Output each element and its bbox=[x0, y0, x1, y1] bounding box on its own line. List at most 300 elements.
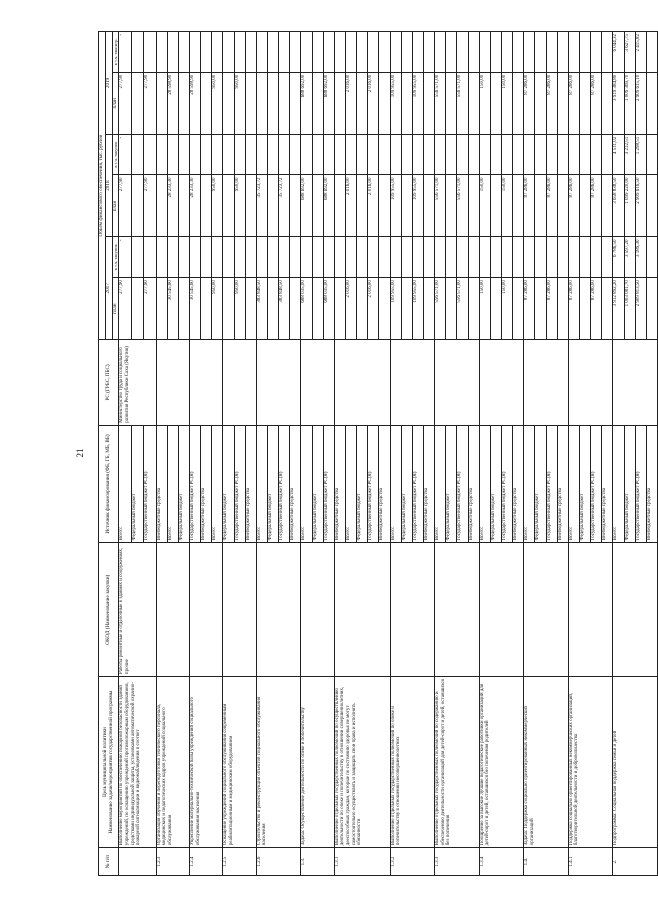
row-value-o18 bbox=[435, 134, 446, 175]
row-value-v18: 28 233,30 bbox=[167, 175, 178, 237]
row-value-o17 bbox=[212, 237, 223, 278]
row-value-o19 bbox=[379, 32, 390, 73]
row-value-o18 bbox=[390, 134, 401, 175]
row-value-v17 bbox=[178, 278, 189, 340]
row-value-o19 bbox=[131, 32, 143, 73]
row-value-v19: 2 909 615,10 bbox=[635, 72, 646, 134]
row-value-v19 bbox=[446, 72, 457, 134]
row-value-v19: 556 571,00 bbox=[435, 72, 446, 134]
row-value-o17 bbox=[368, 237, 379, 278]
row-task-name: Задача: Поддержка социально ориентированных некоммерческих организаций bbox=[524, 677, 569, 848]
row-source: Внебюджетные средства bbox=[290, 425, 301, 543]
row-value-o17 bbox=[579, 237, 590, 278]
row-source: Всего: bbox=[435, 425, 446, 543]
row-value-v19: 2 016,00 bbox=[346, 72, 357, 134]
row-source: Федеральный бюджет bbox=[178, 425, 189, 543]
row-value-o18: 3 212,51 bbox=[624, 134, 635, 175]
row-task-name: Поощрение за высокие лучшие педагогические работники организаций для детей-сирот и детей, оставшихся без попечения родителей bbox=[479, 677, 524, 848]
row-source: Федеральный бюджет bbox=[446, 425, 457, 543]
row-value-o18: 4 511,02 bbox=[613, 134, 624, 175]
header-goal-bottom: Наименование задачи/мероприятия государственной программы bbox=[107, 690, 114, 834]
row-value-v17 bbox=[579, 278, 590, 340]
row-value-o17 bbox=[568, 237, 579, 278]
row-value-v18 bbox=[201, 175, 212, 237]
row-value-o18 bbox=[646, 134, 657, 175]
row-value-o18 bbox=[368, 134, 379, 175]
row-value-v17 bbox=[401, 278, 412, 340]
row-value-v17 bbox=[379, 278, 390, 340]
table-row bbox=[334, 32, 345, 876]
row-value-v17 bbox=[334, 278, 345, 340]
row-value-v19 bbox=[268, 72, 279, 134]
row-value-v17 bbox=[535, 278, 546, 340]
row-value-v17 bbox=[312, 278, 323, 340]
row-value-v18: 2 909 616,50 bbox=[635, 175, 646, 237]
row-value-o19 bbox=[457, 32, 468, 73]
row-value-o17 bbox=[190, 237, 201, 278]
row-source: Государственный бюджет РС(Я) bbox=[501, 425, 512, 543]
header-obl-2019: в т.ч. законтр. bbox=[112, 32, 119, 73]
row-object bbox=[390, 543, 435, 677]
row-source: Всего: bbox=[524, 425, 535, 543]
row-value-o19 bbox=[479, 32, 490, 73]
row-value-o17: 3 189,30 bbox=[635, 237, 646, 278]
row-rs bbox=[613, 340, 658, 426]
row-source: Всего: bbox=[479, 425, 490, 543]
row-value-v17: 556 571,00 bbox=[435, 278, 446, 340]
row-object bbox=[568, 543, 613, 677]
row-value-o17 bbox=[591, 237, 602, 278]
row-value-o17 bbox=[334, 237, 345, 278]
row-value-v17: 277,90 bbox=[119, 278, 131, 340]
row-value-v18 bbox=[290, 175, 301, 237]
row-value-o18 bbox=[357, 134, 368, 175]
table-row bbox=[568, 32, 579, 876]
row-value-v18: 2 016,00 bbox=[346, 175, 357, 237]
row-value-v18: 950,00 bbox=[212, 175, 223, 237]
row-value-v19 bbox=[401, 72, 412, 134]
row-value-v18: 109 955,00 bbox=[412, 175, 423, 237]
row-value-o19 bbox=[245, 32, 256, 73]
row-value-v17: 1 003 081,70 bbox=[624, 278, 635, 340]
row-value-v19 bbox=[490, 72, 501, 134]
row-value-v19 bbox=[379, 72, 390, 134]
page-number: 21 bbox=[75, 448, 85, 458]
row-value-v19: 87 286,00 bbox=[524, 72, 535, 134]
row-value-v19 bbox=[290, 72, 301, 134]
row-source: Федеральный бюджет bbox=[312, 425, 323, 543]
row-value-v18: 950,00 bbox=[234, 175, 245, 237]
row-value-v19 bbox=[579, 72, 590, 134]
row-source: Всего: bbox=[301, 425, 312, 543]
row-value-v17 bbox=[423, 278, 434, 340]
header-2017: 2017 bbox=[105, 237, 112, 340]
row-number: 1.3.1 bbox=[334, 848, 390, 876]
row-source: Внебюджетные средства bbox=[156, 425, 167, 543]
row-value-v17: 150,00 bbox=[479, 278, 490, 340]
row-object: Работы ремонтные и отделочные в зданиях и сооружениях, прочие bbox=[119, 543, 156, 677]
row-object bbox=[334, 543, 390, 677]
row-value-o17 bbox=[546, 237, 557, 278]
header-volume: Объем финансового обеспечения, тыс. рублей bbox=[99, 32, 106, 340]
row-value-o19 bbox=[156, 32, 167, 73]
row-value-v19 bbox=[646, 72, 657, 134]
table-row bbox=[301, 32, 312, 876]
row-source: Всего: bbox=[568, 425, 579, 543]
row-number: 1.2.3 bbox=[156, 848, 189, 876]
row-value-o18 bbox=[579, 134, 590, 175]
row-source: Внебюджетные средства bbox=[379, 425, 390, 543]
row-value-v17: 688 035,00 bbox=[301, 278, 312, 340]
row-source: Федеральный бюджет bbox=[131, 425, 143, 543]
row-value-o19 bbox=[557, 32, 568, 73]
row-value-o17 bbox=[234, 237, 245, 278]
row-value-v18 bbox=[423, 175, 434, 237]
row-value-o17: 6 786,50 bbox=[613, 237, 624, 278]
row-value-o17 bbox=[446, 237, 457, 278]
row-value-o18 bbox=[167, 134, 178, 175]
row-source: Внебюджетные средства bbox=[468, 425, 479, 543]
row-source: Государственный бюджет РС(Я) bbox=[234, 425, 245, 543]
row-task-name: Выполнение отдельных государственных полномочий по содержанию и обеспечению деятельности организаций для детей-сирот и детей, оставшихся без попечения bbox=[435, 677, 480, 848]
row-value-v18 bbox=[245, 175, 256, 237]
row-value-o17 bbox=[346, 237, 357, 278]
row-value-v17: 87 286,00 bbox=[568, 278, 579, 340]
row-value-v17: 556 571,00 bbox=[457, 278, 468, 340]
row-value-o19 bbox=[579, 32, 590, 73]
row-value-v18: 28 233,30 bbox=[190, 175, 201, 237]
row-value-o19 bbox=[167, 32, 178, 73]
header-plan-2019: план bbox=[112, 72, 119, 134]
row-object bbox=[156, 543, 189, 677]
row-value-o17 bbox=[557, 237, 568, 278]
row-value-o18 bbox=[457, 134, 468, 175]
row-value-v18 bbox=[131, 175, 143, 237]
row-value-v17: 950,00 bbox=[234, 278, 245, 340]
row-value-o17 bbox=[245, 237, 256, 278]
row-value-o19 bbox=[490, 32, 501, 73]
row-value-o18: - bbox=[119, 134, 131, 175]
row-task-name: Подпрограмма: Социальная поддержка семьи и детей bbox=[613, 677, 658, 848]
row-source: Государственный бюджет РС(Я) bbox=[635, 425, 646, 543]
row-value-v18: 87 286,00 bbox=[568, 175, 579, 237]
row-source: Государственный бюджет РС(Я) bbox=[190, 425, 201, 543]
row-source: Государственный бюджет РС(Я) bbox=[368, 425, 379, 543]
row-value-v18 bbox=[268, 175, 279, 237]
row-value-v19: 87 286,00 bbox=[546, 72, 557, 134]
row-rs bbox=[156, 340, 189, 426]
row-value-v17: 2 016,00 bbox=[346, 278, 357, 340]
row-value-o18 bbox=[535, 134, 546, 175]
row-source: Всего: bbox=[346, 425, 357, 543]
table-row bbox=[390, 32, 401, 876]
row-rs bbox=[256, 340, 301, 426]
row-task-name: Выполнение отдельных государственных полномочий по осуществлению деятельности по опеке и попечительству в отношении совершеннолетних, дееспособных граждан, которые по состоянию здоровья не могут самостоятельно осуществлять и защищать свои права и исполнять обязанности bbox=[334, 677, 390, 848]
row-value-v17: 277,90 bbox=[144, 278, 156, 340]
row-source: Всего: bbox=[256, 425, 267, 543]
row-value-v18: 556 571,00 bbox=[435, 175, 446, 237]
row-value-v19: 950,00 bbox=[234, 72, 245, 134]
row-value-v17 bbox=[201, 278, 212, 340]
row-value-v19: 109 955,00 bbox=[412, 72, 423, 134]
row-value-o17 bbox=[131, 237, 143, 278]
row-value-o19 bbox=[401, 32, 412, 73]
row-value-o18 bbox=[256, 134, 267, 175]
row-value-v17: 87 286,00 bbox=[591, 278, 602, 340]
row-value-o18 bbox=[245, 134, 256, 175]
row-value-v19: 688 692,00 bbox=[323, 72, 334, 134]
row-value-v19 bbox=[513, 72, 524, 134]
row-value-v18: 277,90 bbox=[119, 175, 131, 237]
row-value-o18 bbox=[323, 134, 334, 175]
row-value-v19 bbox=[557, 72, 568, 134]
row-value-o19: 6 044,32 bbox=[613, 32, 624, 73]
row-value-o19 bbox=[256, 32, 267, 73]
row-value-v18 bbox=[334, 175, 345, 237]
row-number bbox=[119, 848, 156, 876]
row-object bbox=[301, 543, 334, 677]
row-source: Всего: bbox=[613, 425, 624, 543]
row-value-o17 bbox=[290, 237, 301, 278]
row-source: Государственный бюджет РС(Я) bbox=[144, 425, 156, 543]
row-rs bbox=[223, 340, 256, 426]
row-value-o19 bbox=[357, 32, 368, 73]
row-value-v18: 35 723,72 bbox=[279, 175, 290, 237]
row-value-o19 bbox=[201, 32, 212, 73]
row-value-o19 bbox=[234, 32, 245, 73]
row-source: Государственный бюджет РС(Я) bbox=[591, 425, 602, 543]
row-value-o17 bbox=[602, 237, 613, 278]
row-object bbox=[256, 543, 301, 677]
row-value-o18 bbox=[379, 134, 390, 175]
row-value-o18 bbox=[446, 134, 457, 175]
row-value-v17: 30 545,60 bbox=[167, 278, 178, 340]
row-value-v19: 1 009 369,70 bbox=[624, 72, 635, 134]
row-value-v19: 87 286,00 bbox=[591, 72, 602, 134]
row-object bbox=[223, 543, 256, 677]
row-value-o18 bbox=[201, 134, 212, 175]
row-value-v17: 87 286,00 bbox=[524, 278, 535, 340]
row-value-v17: 87 286,00 bbox=[546, 278, 557, 340]
row-value-o19: 2 415,82 bbox=[635, 32, 646, 73]
row-value-v19: 28 598,90 bbox=[167, 72, 178, 134]
row-value-o17 bbox=[323, 237, 334, 278]
row-value-o18 bbox=[190, 134, 201, 175]
header-source: Источник финансирования (ФБ, ГБ, МБ, ВБ) bbox=[99, 425, 119, 543]
row-value-v19: 87 286,00 bbox=[568, 72, 579, 134]
row-value-v18: 150,00 bbox=[501, 175, 512, 237]
row-value-o19 bbox=[513, 32, 524, 73]
row-rs bbox=[190, 340, 223, 426]
row-value-v19 bbox=[245, 72, 256, 134]
row-value-v17 bbox=[557, 278, 568, 340]
row-task-name: Организация обучения и переподготовки технического персонала, медицинских и педагогических кадров учреждений социального обслуживания bbox=[156, 677, 189, 848]
row-value-o17 bbox=[479, 237, 490, 278]
row-value-v18 bbox=[156, 175, 167, 237]
table-row bbox=[256, 32, 267, 876]
row-value-v18 bbox=[490, 175, 501, 237]
row-value-o19 bbox=[178, 32, 189, 73]
row-value-o18 bbox=[524, 134, 535, 175]
row-value-o17 bbox=[468, 237, 479, 278]
header-2018: 2018 bbox=[105, 134, 112, 237]
row-value-v17 bbox=[268, 278, 279, 340]
row-value-o18 bbox=[131, 134, 143, 175]
row-task-name: Задача: Осуществление деятельности по опеке и попечительству bbox=[301, 677, 334, 848]
row-value-v18 bbox=[379, 175, 390, 237]
row-value-v19: 109 955,00 bbox=[390, 72, 401, 134]
table-row bbox=[435, 32, 446, 876]
row-value-o18 bbox=[513, 134, 524, 175]
budget-table-sheet bbox=[98, 31, 658, 876]
row-value-v19 bbox=[279, 72, 290, 134]
row-value-o18 bbox=[401, 134, 412, 175]
row-value-v18: 109 955,00 bbox=[390, 175, 401, 237]
row-value-o17 bbox=[401, 237, 412, 278]
row-value-v19 bbox=[201, 72, 212, 134]
row-value-o18 bbox=[468, 134, 479, 175]
row-value-v18 bbox=[468, 175, 479, 237]
row-rs bbox=[524, 340, 569, 426]
row-source: Внебюджетные средства bbox=[602, 425, 613, 543]
row-value-o17 bbox=[256, 237, 267, 278]
row-value-o19 bbox=[144, 32, 156, 73]
row-value-o18 bbox=[479, 134, 490, 175]
row-value-v17 bbox=[223, 278, 234, 340]
row-value-o18 bbox=[602, 134, 613, 175]
row-rs bbox=[435, 340, 480, 426]
row-value-o19 bbox=[524, 32, 535, 73]
row-value-v18 bbox=[513, 175, 524, 237]
row-value-v19 bbox=[256, 72, 267, 134]
row-task-name: Выполнение отдельных государственных полномочий по опеке и попечительству в отношении несовершеннолетних bbox=[390, 677, 435, 848]
row-value-v18 bbox=[312, 175, 323, 237]
row-number: 1.2.5 bbox=[223, 848, 256, 876]
row-value-o18 bbox=[501, 134, 512, 175]
row-value-o18 bbox=[144, 134, 156, 175]
row-value-v17 bbox=[357, 278, 368, 340]
row-value-o17 bbox=[513, 237, 524, 278]
row-value-o18 bbox=[312, 134, 323, 175]
row-value-o17 bbox=[423, 237, 434, 278]
row-task-name: Строительство и реконструкция объектов социального обслуживания населения bbox=[256, 677, 301, 848]
row-value-o18 bbox=[268, 134, 279, 175]
row-value-o17 bbox=[490, 237, 501, 278]
header-plan-2017: план bbox=[112, 278, 119, 340]
row-value-v18 bbox=[602, 175, 613, 237]
row-value-v17 bbox=[468, 278, 479, 340]
row-value-v17: 3 912 892,20 bbox=[613, 278, 624, 340]
row-value-o18 bbox=[212, 134, 223, 175]
row-value-v18 bbox=[357, 175, 368, 237]
row-value-v17: 109 955,00 bbox=[390, 278, 401, 340]
row-value-o19 bbox=[568, 32, 579, 73]
row-source: Федеральный бюджет bbox=[401, 425, 412, 543]
row-value-o19 bbox=[223, 32, 234, 73]
row-source: Внебюджетные средства bbox=[557, 425, 568, 543]
row-value-v17: 2 909 813,50 bbox=[635, 278, 646, 340]
row-value-o19 bbox=[323, 32, 334, 73]
row-value-o18 bbox=[557, 134, 568, 175]
row-value-v18: 1 099 220,00 bbox=[624, 175, 635, 237]
row-number: 1.3. bbox=[301, 848, 334, 876]
header-rs: РС (ГРБС, ПБС) bbox=[99, 340, 119, 426]
row-source: Государственный бюджет РС(Я) bbox=[279, 425, 290, 543]
row-value-v18: 277,90 bbox=[144, 175, 156, 237]
row-value-o17 bbox=[268, 237, 279, 278]
row-value-o19 bbox=[412, 32, 423, 73]
table-row bbox=[119, 32, 131, 876]
row-value-v17 bbox=[290, 278, 301, 340]
row-value-v19 bbox=[468, 72, 479, 134]
row-source: Внебюджетные средства bbox=[201, 425, 212, 543]
row-value-o18 bbox=[156, 134, 167, 175]
row-value-v18: 87 286,00 bbox=[546, 175, 557, 237]
row-rs bbox=[479, 340, 524, 426]
row-value-v19: 150,00 bbox=[501, 72, 512, 134]
row-source: Всего: bbox=[167, 425, 178, 543]
row-value-o17 bbox=[279, 237, 290, 278]
row-value-o17 bbox=[412, 237, 423, 278]
header-obl-2017: в т.ч. закупок bbox=[112, 237, 119, 278]
row-value-o19 bbox=[279, 32, 290, 73]
row-value-v19 bbox=[156, 72, 167, 134]
row-value-v18 bbox=[223, 175, 234, 237]
row-value-o18: 1 298,51 bbox=[635, 134, 646, 175]
row-task-name: Выполнение мероприятий по обеспечению пожарной безопасности зданий учреждений, по оснащению учреждений противопожарным оборудованием, средствами индивидуальной защиты, установками автоматической охранно-пожарной сигнализации и видеонаблюдения в соответ bbox=[119, 677, 156, 848]
header-object: ОКОД (Наименование закупки) bbox=[99, 543, 119, 677]
row-value-o17 bbox=[312, 237, 323, 278]
row-number: 1.3.2 bbox=[390, 848, 435, 876]
row-value-v19: 277,90 bbox=[144, 72, 156, 134]
row-source: Внебюджетные средства bbox=[646, 425, 657, 543]
row-value-v17 bbox=[602, 278, 613, 340]
row-number: 1.4.1 bbox=[568, 848, 613, 876]
row-value-v19: 28 598,90 bbox=[190, 72, 201, 134]
row-value-v19 bbox=[178, 72, 189, 134]
header-num: № п/п bbox=[99, 848, 119, 876]
row-value-o17 bbox=[646, 237, 657, 278]
header-row-1 bbox=[99, 32, 106, 876]
row-value-v17: 30 545,60 bbox=[190, 278, 201, 340]
row-value-v17: 383 848,50 bbox=[256, 278, 267, 340]
table-row bbox=[156, 32, 167, 876]
row-value-o19: - bbox=[119, 32, 131, 73]
row-value-o18 bbox=[412, 134, 423, 175]
row-source: Федеральный бюджет bbox=[223, 425, 234, 543]
row-value-o19 bbox=[212, 32, 223, 73]
row-source: Федеральный бюджет bbox=[490, 425, 501, 543]
row-value-o17 bbox=[379, 237, 390, 278]
row-source: Внебюджетные средства bbox=[423, 425, 434, 543]
table-row bbox=[613, 32, 624, 876]
header-2019: 2019 bbox=[105, 32, 112, 135]
row-value-o18 bbox=[301, 134, 312, 175]
row-value-o18 bbox=[334, 134, 345, 175]
row-source: Государственный бюджет РС(Я) bbox=[546, 425, 557, 543]
row-value-v18: 35 723,72 bbox=[256, 175, 267, 237]
row-value-v19 bbox=[602, 72, 613, 134]
row-value-o17 bbox=[223, 237, 234, 278]
row-value-v17: 2 016,00 bbox=[368, 278, 379, 340]
row-value-o19 bbox=[501, 32, 512, 73]
row-source: Всего: bbox=[119, 425, 131, 543]
row-value-v19: 688 692,00 bbox=[301, 72, 312, 134]
row-source: Внебюджетные средства bbox=[245, 425, 256, 543]
row-value-o17 bbox=[156, 237, 167, 278]
row-value-o17: - bbox=[119, 237, 131, 278]
row-value-o17 bbox=[524, 237, 535, 278]
